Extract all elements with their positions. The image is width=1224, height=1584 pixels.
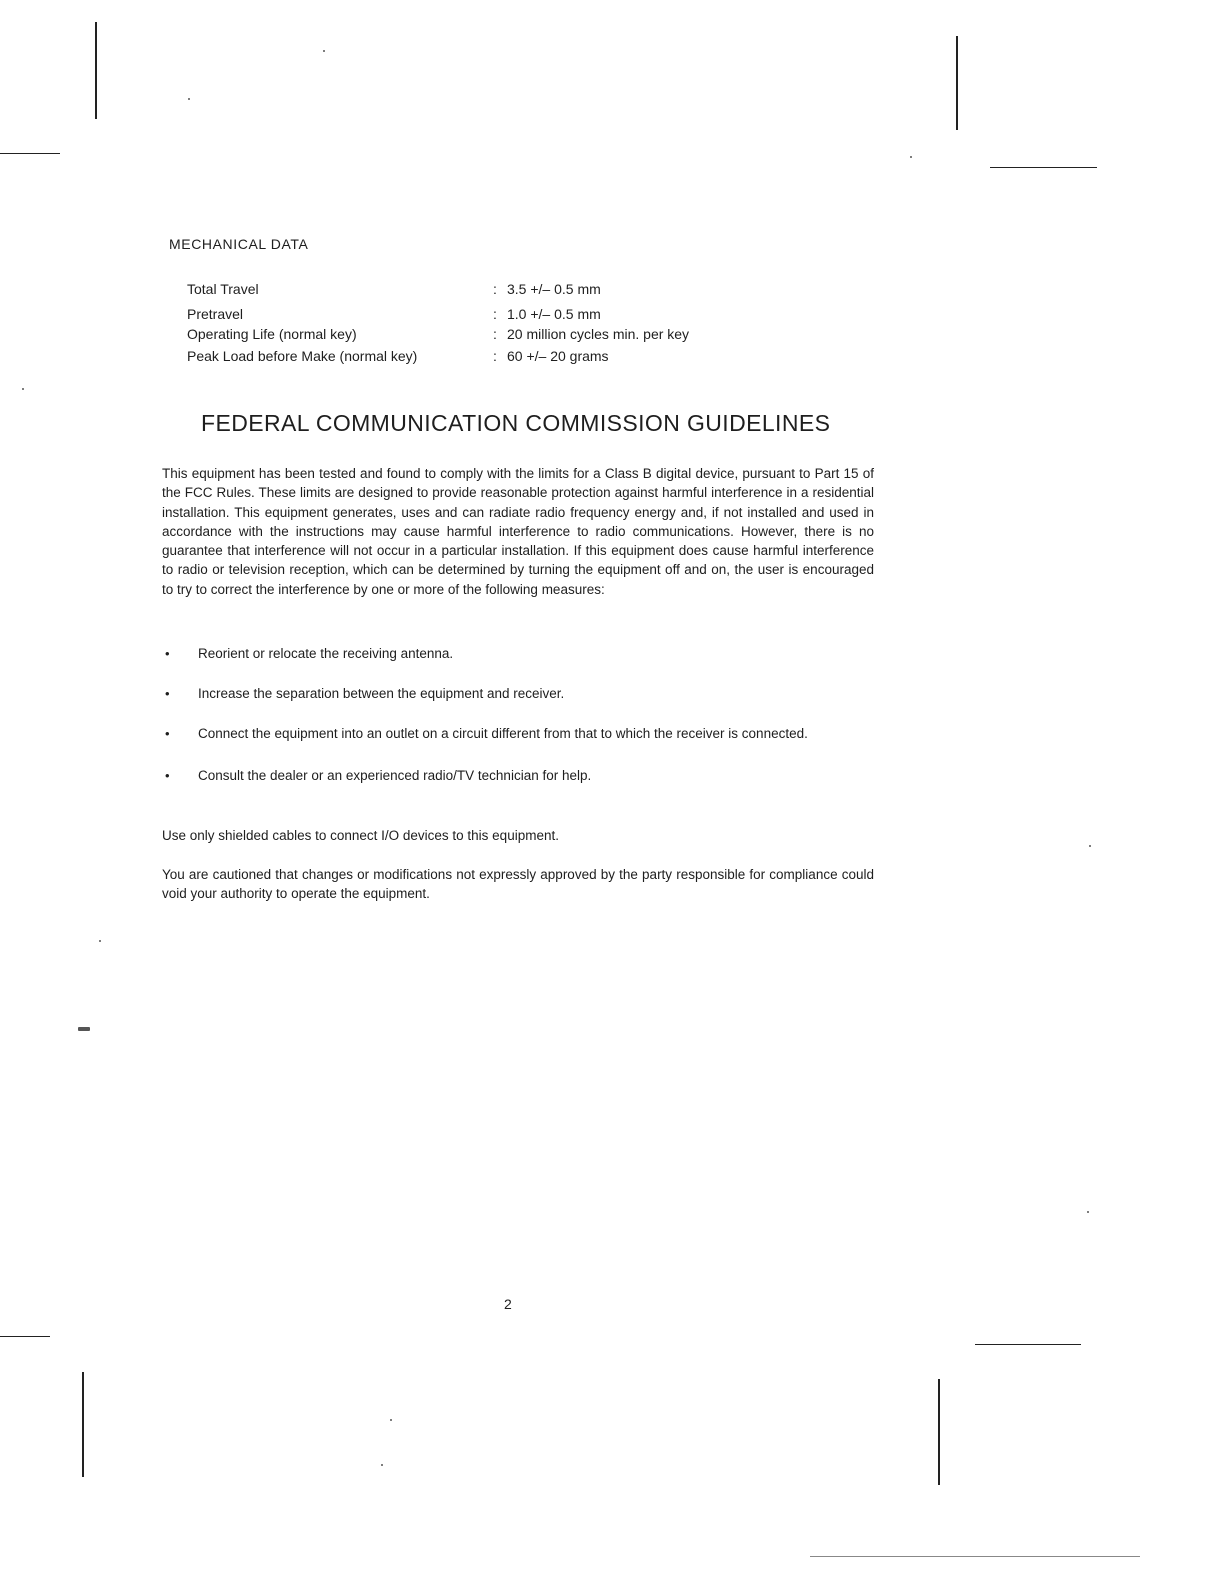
spec-value: 1.0 +/– 0.5 mm xyxy=(507,306,601,322)
spec-value: 20 million cycles min. per key xyxy=(507,326,690,342)
crop-mark-top-right-horizontal xyxy=(990,167,1097,168)
measure-text: Reorient or relocate the receiving antenna. xyxy=(198,646,454,661)
scan-speck xyxy=(910,156,912,158)
modification-caution: You are cautioned that changes or modifications not expressly approved by the party responsible for compliance could void your authority to operate the equipment. xyxy=(162,867,874,902)
spec-row-peak-load xyxy=(187,345,747,368)
scan-speck xyxy=(22,388,24,390)
spec-separator: : xyxy=(493,281,497,297)
bullet-icon: • xyxy=(165,726,170,741)
list-item xyxy=(162,766,874,785)
fcc-measures-list xyxy=(162,644,874,785)
spec-row-operating-life xyxy=(187,323,747,345)
scan-speck xyxy=(323,50,325,52)
spec-separator: : xyxy=(493,326,497,342)
spec-label: Operating Life (normal key) xyxy=(187,326,357,342)
mechanical-data-heading: MECHANICAL DATA xyxy=(169,236,309,252)
measure-text: Connect the equipment into an outlet on a circuit different from that to which the receiver is connected. xyxy=(198,726,808,741)
list-item xyxy=(162,724,874,743)
scan-speck xyxy=(188,98,190,100)
scan-noise-bottom-edge xyxy=(810,1556,1140,1557)
crop-mark-bottom-left-horizontal xyxy=(0,1336,50,1337)
page-number: 2 xyxy=(504,1296,512,1312)
fcc-intro-paragraph: This equipment has been tested and found to comply with the limits for a Class B digital device, pursuant to Part 15 of the FCC Rules. These limits are designed to provide reasonable protection against harmful interference in a residential installation. This equipment generates, uses and can radiate radio frequency energy and, if not installed and used in accordance with the instructions may cause harmful interference to radio communications. However, there is no guarantee that interference will not occur in a particular installation. If this equipment does cause harmful interference to radio or television reception, which can be determined by turning the equipment off and on, the user is encouraged to try to correct the interference by one or more of the following measures: xyxy=(162,466,874,597)
scan-speck xyxy=(1087,1211,1089,1213)
scan-speck xyxy=(78,1027,90,1031)
scan-speck xyxy=(1089,845,1091,847)
bullet-icon: • xyxy=(165,646,170,661)
spec-row-total-travel xyxy=(187,278,747,301)
spec-label: Peak Load before Make (normal key) xyxy=(187,348,418,364)
bullet-icon: • xyxy=(165,768,170,783)
bullet-icon: • xyxy=(165,686,170,701)
crop-mark-bottom-right-vertical xyxy=(938,1379,940,1485)
spec-row-pretravel xyxy=(187,303,747,325)
crop-mark-bottom-right-horizontal xyxy=(975,1344,1081,1345)
spec-label: Pretravel xyxy=(187,306,244,322)
spec-separator: : xyxy=(493,306,497,322)
scan-speck xyxy=(99,940,101,942)
crop-mark-bottom-left-vertical xyxy=(82,1372,84,1477)
spec-separator: : xyxy=(493,348,497,364)
crop-mark-top-right-vertical xyxy=(956,36,958,130)
spec-value: 3.5 +/– 0.5 mm xyxy=(507,281,601,297)
fcc-guidelines-title: FEDERAL COMMUNICATION COMMISSION GUIDELINES xyxy=(201,410,831,436)
measure-text: Increase the separation between the equipment and receiver. xyxy=(198,686,565,701)
list-item xyxy=(162,644,874,663)
spec-value: 60 +/– 20 grams xyxy=(507,348,609,364)
measure-text: Consult the dealer or an experienced radio/TV technician for help. xyxy=(198,768,592,783)
crop-mark-top-left-horizontal xyxy=(0,153,60,154)
list-item xyxy=(162,684,874,703)
crop-mark-top-left-vertical xyxy=(95,22,97,119)
scan-speck xyxy=(390,1419,392,1421)
mechanical-spec-table xyxy=(187,278,747,368)
scan-speck xyxy=(381,1464,383,1466)
shielded-cables-note: Use only shielded cables to connect I/O devices to this equipment. xyxy=(162,828,559,843)
spec-label: Total Travel xyxy=(187,281,259,297)
